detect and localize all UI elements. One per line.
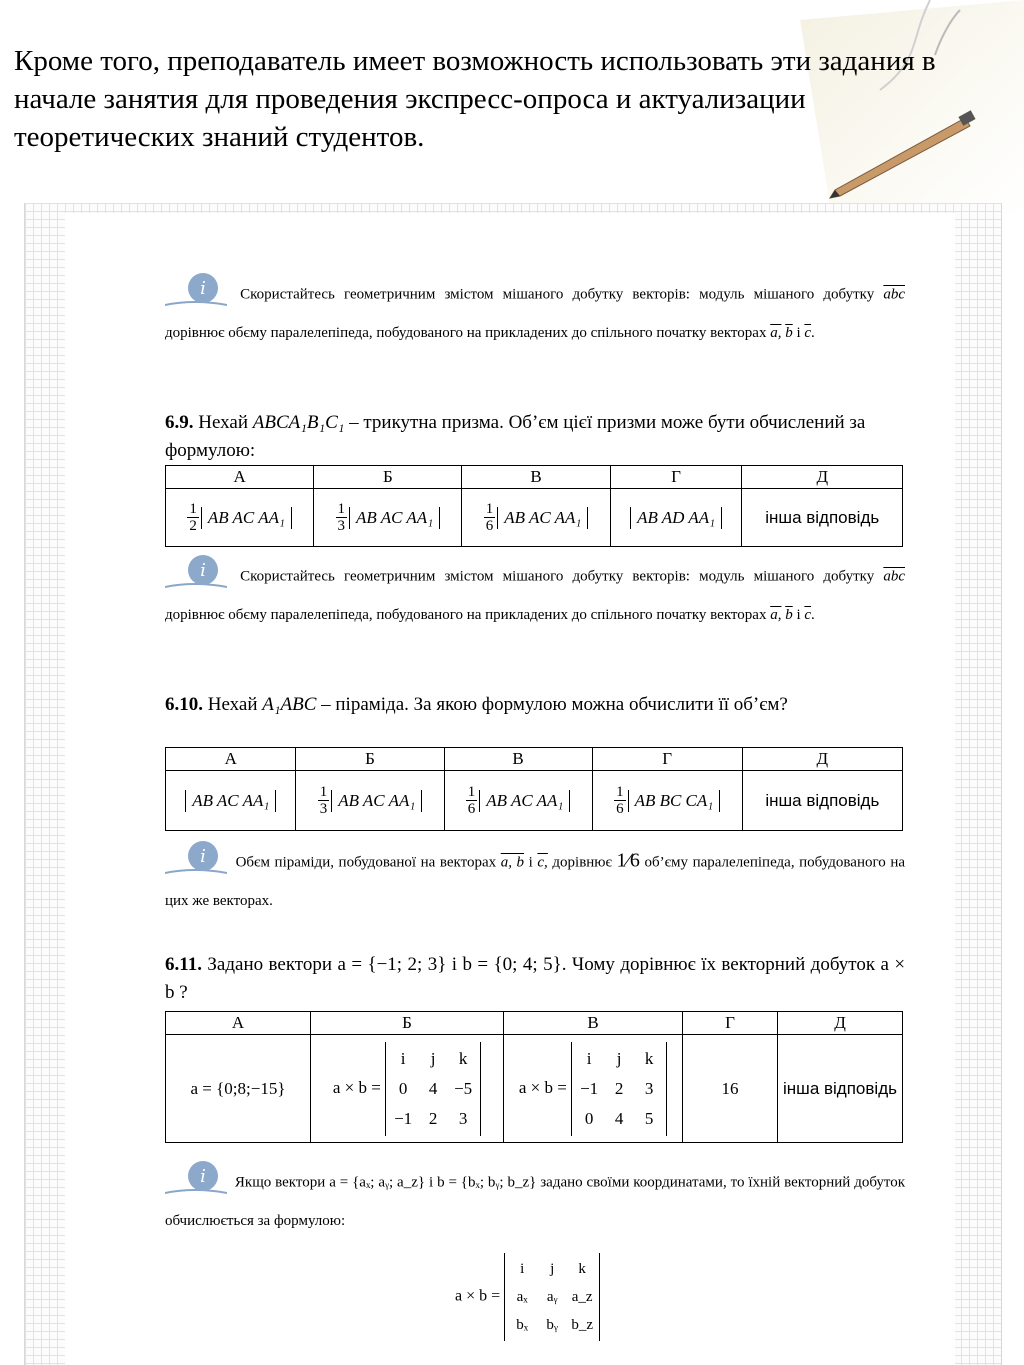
conjunction: і xyxy=(428,1174,434,1191)
column-g: Г xyxy=(592,748,742,771)
vector-a: a, xyxy=(770,607,782,623)
option-d: інша відповідь xyxy=(778,1035,903,1143)
vector-c: $\overline{c}$ xyxy=(804,325,812,341)
cross-product: a × b ? xyxy=(165,954,906,1003)
column-g: Г xyxy=(610,466,742,489)
hint-text: дорівнює обєму паралелепіпеда, побудованого на прикладених до спільного початку векторах xyxy=(165,325,767,341)
fraction: $\frac{1}{3}$ xyxy=(337,501,346,534)
determinant-3x3: i j k aₓ aᵧ a_z bₓ bᵧ b_z xyxy=(504,1253,600,1341)
determinant-3x3: i j k −1 2 3 0 4 5 xyxy=(571,1042,667,1136)
hint-text: об’єму паралелепіпеда, побудованого на цих же векторах. xyxy=(165,854,906,909)
info-icon xyxy=(165,553,227,601)
hint-text: Скористайтесь геометричним змістом мішаного добутку векторів: модуль мішаного добутку xyxy=(240,286,875,303)
svg-text:i: i xyxy=(200,560,206,581)
vector-b: $\overline{b}$ xyxy=(785,607,793,623)
scanned-sheet xyxy=(24,203,1002,1365)
determinant: AB AC AA₁ xyxy=(479,790,570,812)
hint-text: Обєм піраміди, побудованої на векторах xyxy=(235,854,497,871)
hint-mixed-product-1 xyxy=(165,271,905,347)
pyramid-name: A₁ABC xyxy=(262,694,317,715)
column-d: Д xyxy=(742,748,902,771)
cross-product-formula xyxy=(455,1253,600,1341)
option-a xyxy=(166,489,314,547)
hint-text: задано своїми координатами, то їхній векторний добуток обчислюється за формулою: xyxy=(165,1174,906,1229)
vector-a-definition: a = {−1; 2; 3} xyxy=(337,954,447,975)
column-g: Г xyxy=(683,1012,778,1035)
info-icon xyxy=(165,1159,227,1207)
option-g: 16 xyxy=(683,1035,778,1143)
conjunction: і xyxy=(796,325,801,341)
option-a: a = {0;8;−15} xyxy=(166,1035,311,1143)
info-icon xyxy=(165,839,227,887)
answer-table-6-10 xyxy=(165,747,903,831)
period: . xyxy=(811,607,815,623)
conjunction: і xyxy=(796,607,801,623)
column-d: Д xyxy=(742,466,903,489)
vector-a-coords: a = {aₓ; aᵧ; a_z} xyxy=(329,1174,426,1191)
hint-pyramid-volume xyxy=(165,839,905,915)
column-v: В xyxy=(462,466,610,489)
vector-abc: $\overline{abc}$ xyxy=(883,568,906,585)
hint-text: Якщо вектори xyxy=(234,1174,326,1191)
slide-heading: Кроме того, преподаватель имеет возможность использовать эти задания в начале занятия для проведения экспресс-опроса и актуализации теоретических знаний студентов. xyxy=(14,45,936,153)
column-a: А xyxy=(166,748,296,771)
column-v: В xyxy=(504,1012,683,1035)
problem-6-11 xyxy=(165,951,905,1007)
fraction: $\frac{1}{6}$ xyxy=(616,784,624,817)
product-prefix: a × b = xyxy=(332,1077,381,1097)
vectors-ab: a, b xyxy=(500,854,525,871)
fraction: $\frac{1}{6}$ xyxy=(485,501,494,534)
prism-name: ABCA₁B₁C₁ xyxy=(252,412,345,433)
fraction: $\frac{1}{2}$ xyxy=(189,501,197,534)
svg-text:i: i xyxy=(200,1166,206,1187)
info-icon xyxy=(165,271,227,319)
svg-text:i: i xyxy=(200,278,206,299)
problem-number: 6.9. xyxy=(165,412,194,433)
hint-text: дорівнює xyxy=(552,854,612,871)
vector-b-definition: b = {0; 4; 5}. xyxy=(462,954,567,975)
problem-number: 6.10. xyxy=(165,694,203,715)
fraction: $\frac{1}{3}$ xyxy=(319,784,328,817)
option-a xyxy=(166,771,296,831)
hint-text: Скористайтесь геометричним змістом мішаного добутку векторів: модуль мішаного добутку xyxy=(240,568,875,585)
problem-text: Задано вектори xyxy=(207,954,333,975)
hint-cross-product xyxy=(165,1159,905,1235)
option-b xyxy=(296,771,444,831)
period: . xyxy=(811,325,815,341)
column-a: А xyxy=(166,466,314,489)
vector-abc: $\overline{abc}$ xyxy=(883,286,906,303)
answer-table-6-11 xyxy=(165,1011,903,1143)
worksheet-page xyxy=(65,213,955,1365)
determinant: AB BC CA₁ xyxy=(628,790,721,812)
hint-text: дорівнює обєму паралелепіпеда, побудованого на прикладених до спільного початку векторах xyxy=(165,607,767,623)
column-b: Б xyxy=(296,748,444,771)
one-sixth: 1⁄6 xyxy=(616,849,640,872)
vector-c: c, xyxy=(537,854,548,871)
column-d: Д xyxy=(778,1012,903,1035)
option-g xyxy=(592,771,742,831)
option-b xyxy=(311,1035,504,1143)
option-v xyxy=(444,771,592,831)
option-d: інша відповідь xyxy=(742,771,902,831)
determinant: AB AD AA₁ xyxy=(630,507,722,529)
determinant: AB AC AA₁ xyxy=(497,507,588,529)
conjunction: і xyxy=(451,954,458,975)
column-b: Б xyxy=(314,466,462,489)
option-b xyxy=(314,489,462,547)
option-v xyxy=(462,489,610,547)
determinant: AB AC AA₁ xyxy=(349,507,440,529)
product-prefix: a × b = xyxy=(455,1287,501,1305)
problem-number: 6.11. xyxy=(165,954,202,975)
vector-b-coords: b = {bₓ; bᵧ; b_z} xyxy=(437,1174,537,1191)
vector-c: $\overline{c}$ xyxy=(804,607,812,623)
option-d: інша відповідь xyxy=(742,489,903,547)
vector-a: a, xyxy=(770,325,782,341)
column-v: В xyxy=(444,748,592,771)
problem-text: – трикутна призма. Об’єм цієї призми може бути обчислений за формулою: xyxy=(165,412,866,461)
determinant: AB AC AA₁ xyxy=(201,507,292,529)
option-v xyxy=(504,1035,683,1143)
vector-b: $\overline{b}$ xyxy=(785,325,793,341)
hint-mixed-product-2 xyxy=(165,553,905,629)
fraction: $\frac{1}{6}$ xyxy=(467,784,476,817)
problem-text: Нехай xyxy=(198,412,249,433)
determinant: AB AC AA₁ xyxy=(331,790,422,812)
product-prefix: a × b = xyxy=(518,1077,567,1097)
problem-text: Чому дорівнює їх векторний добуток xyxy=(571,954,876,975)
problem-6-9 xyxy=(165,409,905,465)
conjunction: і xyxy=(528,854,533,871)
determinant-3x3: i j k 0 4 −5 −1 2 3 xyxy=(385,1042,481,1136)
column-b: Б xyxy=(311,1012,504,1035)
determinant: AB AC AA₁ xyxy=(185,790,276,812)
problem-text: Нехай xyxy=(207,694,258,715)
column-a: А xyxy=(166,1012,311,1035)
answer-table-6-9 xyxy=(165,465,903,547)
problem-text: – піраміда. За якою формулою можна обчислити її об’єм? xyxy=(321,694,788,715)
problem-6-10 xyxy=(165,691,905,719)
option-g xyxy=(610,489,742,547)
svg-text:i: i xyxy=(200,846,206,867)
